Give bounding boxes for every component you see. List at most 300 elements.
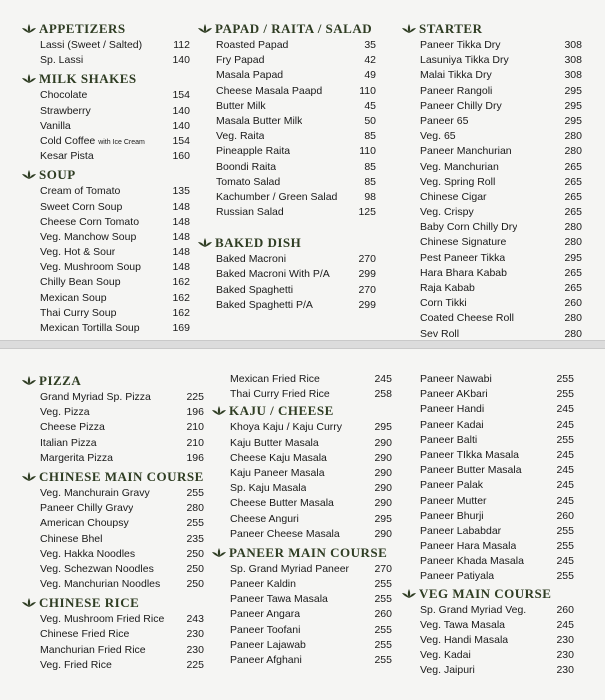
item-name: Paneer Tikka Dry bbox=[420, 39, 501, 51]
menu-item bbox=[22, 405, 204, 420]
menu-item bbox=[212, 562, 392, 577]
menu-item bbox=[212, 512, 392, 527]
item-name-wrap bbox=[212, 653, 302, 668]
item-name-wrap bbox=[22, 547, 135, 562]
item-name: Veg. Jaipuri bbox=[420, 664, 475, 677]
item-price: 280 bbox=[186, 502, 204, 515]
item-name: Fry Papad bbox=[216, 54, 265, 67]
item-name: Mexican Fried Rice bbox=[230, 373, 320, 385]
menu-item bbox=[402, 633, 574, 648]
menu-item bbox=[198, 53, 376, 68]
item-price: 265 bbox=[564, 206, 582, 219]
menu-item bbox=[402, 281, 582, 296]
menu-item bbox=[198, 205, 376, 220]
menu-column-2 bbox=[212, 372, 392, 670]
item-name-wrap bbox=[402, 463, 522, 478]
menu-item bbox=[22, 119, 190, 134]
menu-item bbox=[22, 134, 190, 149]
section-title: CHINESE MAIN COURSE bbox=[39, 468, 204, 484]
item-name: Veg. Pizza bbox=[40, 406, 90, 419]
item-name: Chinese Cigar bbox=[420, 190, 487, 203]
item-price: 140 bbox=[172, 119, 190, 132]
item-name: Cheese Corn Tomato bbox=[40, 215, 140, 228]
item-name-wrap bbox=[402, 175, 495, 190]
menu-item bbox=[198, 175, 376, 190]
item-price: 255 bbox=[374, 623, 392, 636]
item-name-wrap bbox=[212, 512, 299, 527]
item-name-wrap bbox=[402, 554, 524, 569]
item-price: 125 bbox=[358, 206, 376, 219]
menu-section bbox=[198, 234, 376, 313]
item-name: Kaju Paneer Masala bbox=[230, 466, 325, 479]
item-name-wrap bbox=[402, 603, 526, 618]
item-name: Paneer 65 bbox=[420, 114, 469, 127]
menu-item bbox=[402, 539, 574, 554]
menu-section bbox=[22, 372, 204, 466]
section-title: KAJU / CHEESE bbox=[229, 403, 334, 419]
item-name: Manchurian Fried Rice bbox=[40, 643, 146, 656]
item-price: 230 bbox=[186, 628, 204, 641]
item-name: Sp. Kaju Masala bbox=[230, 482, 307, 495]
menu-item bbox=[198, 160, 376, 175]
item-price: 243 bbox=[186, 613, 204, 626]
item-name: Malai Tikka Dry bbox=[420, 69, 492, 82]
menu-item bbox=[402, 53, 582, 68]
item-price: 140 bbox=[172, 104, 190, 117]
item-name-wrap bbox=[212, 372, 320, 387]
menu-item bbox=[22, 420, 204, 435]
item-name-wrap bbox=[198, 283, 293, 298]
item-name: Paneer TIkka Masala bbox=[420, 448, 520, 461]
item-name: Paneer Tawa Masala bbox=[230, 593, 328, 606]
item-name: Paneer Afghani bbox=[230, 654, 302, 666]
item-name: Sp. Lassi bbox=[40, 54, 84, 67]
item-price: 140 bbox=[172, 54, 190, 67]
item-name: Chinese Fried Rice bbox=[40, 628, 130, 641]
item-name-wrap bbox=[402, 84, 492, 99]
item-price: 45 bbox=[364, 99, 376, 112]
item-name-wrap bbox=[212, 466, 325, 481]
menu-item bbox=[212, 466, 392, 481]
item-name: Veg. Manchow Soup bbox=[40, 230, 137, 243]
item-price: 295 bbox=[564, 114, 582, 127]
item-name: Veg. Crispy bbox=[420, 206, 474, 219]
item-name-wrap bbox=[22, 149, 94, 164]
item-note: with Ice Cream bbox=[98, 138, 145, 146]
item-name-wrap bbox=[402, 648, 471, 663]
item-price: 255 bbox=[556, 433, 574, 446]
section-heading bbox=[402, 585, 574, 603]
item-name: Hara Bhara Kabab bbox=[420, 266, 507, 279]
item-price: 265 bbox=[564, 160, 582, 173]
menu-item bbox=[212, 653, 392, 668]
item-name: Lassi (Sweet / Salted) bbox=[40, 39, 143, 51]
item-price: 148 bbox=[172, 246, 190, 259]
menu-item bbox=[22, 627, 204, 642]
item-name: Mexican Soup bbox=[40, 291, 107, 304]
item-price: 148 bbox=[172, 261, 190, 274]
item-name-wrap bbox=[212, 577, 296, 592]
item-name-wrap bbox=[22, 390, 151, 405]
item-name: Russian Salad bbox=[216, 206, 284, 219]
item-price: 230 bbox=[556, 649, 574, 662]
item-name-wrap bbox=[22, 405, 90, 420]
item-price: 230 bbox=[186, 643, 204, 656]
item-name-wrap bbox=[22, 436, 97, 451]
item-price: 35 bbox=[364, 39, 376, 51]
item-name-wrap bbox=[198, 53, 264, 68]
item-price: 255 bbox=[556, 540, 574, 553]
item-name-wrap bbox=[402, 569, 494, 584]
item-name: Coated Cheese Roll bbox=[420, 312, 514, 325]
item-name-wrap bbox=[198, 99, 266, 114]
item-name: Baked Macroni With P/A bbox=[216, 268, 330, 281]
menu-item bbox=[212, 420, 392, 435]
item-name: Mexican Tortilla Soup bbox=[40, 322, 140, 334]
menu-item bbox=[402, 433, 574, 448]
menu-section bbox=[22, 20, 190, 68]
item-name: Cheese Butter Masala bbox=[230, 497, 334, 510]
item-price: 245 bbox=[556, 464, 574, 477]
item-name: Baked Macroni bbox=[216, 253, 287, 266]
item-price: 290 bbox=[374, 451, 392, 464]
item-name-wrap bbox=[22, 88, 87, 103]
menu-item bbox=[402, 554, 574, 569]
menu-item bbox=[22, 149, 190, 164]
item-name: Paneer Balti bbox=[420, 433, 478, 446]
item-name: Paneer Toofani bbox=[230, 623, 301, 636]
item-name-wrap bbox=[402, 387, 488, 402]
item-name: Tomato Salad bbox=[216, 175, 281, 188]
item-price: 265 bbox=[564, 175, 582, 188]
menu-item bbox=[198, 84, 376, 99]
menu-item bbox=[402, 478, 574, 493]
item-name-wrap bbox=[402, 251, 505, 266]
item-price: 42 bbox=[364, 54, 376, 67]
menu-item bbox=[402, 114, 582, 129]
item-price: 225 bbox=[186, 658, 204, 671]
menu-item bbox=[402, 205, 582, 220]
item-name-wrap bbox=[212, 623, 300, 638]
item-price: 245 bbox=[556, 448, 574, 461]
menu-item bbox=[22, 658, 204, 673]
item-name-wrap bbox=[22, 612, 164, 627]
item-name: Veg. Spring Roll bbox=[420, 175, 496, 188]
item-name: Paneer Lababdar bbox=[420, 524, 502, 537]
item-price: 270 bbox=[374, 562, 392, 575]
item-price: 162 bbox=[172, 306, 190, 319]
item-name-wrap bbox=[402, 266, 507, 281]
item-price: 280 bbox=[564, 130, 582, 143]
item-name: Paneer Butter Masala bbox=[420, 464, 522, 477]
item-name-wrap bbox=[22, 321, 140, 336]
item-name: Paneer Khada Masala bbox=[420, 555, 524, 568]
item-name: Veg. Hot & Sour bbox=[40, 246, 116, 259]
item-price: 245 bbox=[374, 373, 392, 385]
item-name-wrap bbox=[212, 436, 319, 451]
menu-item bbox=[402, 494, 574, 509]
item-price: 255 bbox=[374, 578, 392, 591]
item-name-wrap bbox=[22, 532, 102, 547]
item-price: 230 bbox=[556, 664, 574, 677]
item-price: 295 bbox=[374, 512, 392, 525]
item-name-wrap bbox=[198, 144, 290, 159]
item-name: Roasted Papad bbox=[216, 39, 289, 51]
item-price: 169 bbox=[172, 322, 190, 334]
leaf-ornament-icon bbox=[22, 376, 36, 386]
menu-item bbox=[402, 402, 574, 417]
item-name: Sweet Corn Soup bbox=[40, 200, 123, 213]
item-name-wrap bbox=[402, 235, 506, 250]
item-name-wrap bbox=[198, 190, 337, 205]
item-name: Paneer Palak bbox=[420, 479, 484, 492]
item-name-wrap bbox=[402, 311, 514, 326]
item-price: 299 bbox=[358, 298, 376, 311]
leaf-ornament-icon bbox=[22, 598, 36, 608]
item-name: Veg. Manchurain Gravy bbox=[40, 486, 150, 499]
item-name-wrap bbox=[198, 38, 288, 53]
menu-section bbox=[22, 166, 190, 336]
item-price: 255 bbox=[374, 593, 392, 606]
section-title: PAPAD / RAITA / SALAD bbox=[215, 21, 373, 36]
menu-item bbox=[22, 275, 190, 290]
item-name: Veg. Manchurian bbox=[420, 160, 499, 173]
item-price: 295 bbox=[564, 84, 582, 97]
item-name-wrap bbox=[198, 84, 322, 99]
menu-item bbox=[402, 387, 574, 402]
menu-section bbox=[212, 544, 392, 668]
item-price: 230 bbox=[556, 634, 574, 646]
menu-item bbox=[22, 245, 190, 260]
item-name-wrap bbox=[402, 296, 467, 311]
item-name-wrap bbox=[22, 215, 139, 230]
item-name-wrap bbox=[198, 205, 284, 220]
item-price: 245 bbox=[556, 479, 574, 492]
item-name: Paneer Manchurian bbox=[420, 145, 512, 158]
menu-item bbox=[22, 547, 204, 562]
item-price: 225 bbox=[186, 391, 204, 403]
menu-item bbox=[402, 251, 582, 266]
menu-item bbox=[198, 144, 376, 159]
item-price: 280 bbox=[564, 327, 582, 340]
item-name: Margerita Pizza bbox=[40, 451, 113, 464]
item-name: Veg. Tawa Masala bbox=[420, 618, 506, 631]
leaf-ornament-icon bbox=[22, 472, 36, 482]
section-heading bbox=[22, 166, 190, 184]
item-price: 255 bbox=[556, 373, 574, 385]
section-title: BAKED DISH bbox=[215, 235, 302, 251]
menu-item bbox=[22, 230, 190, 245]
menu-item bbox=[402, 84, 582, 99]
item-price: 295 bbox=[564, 251, 582, 264]
menu-item bbox=[212, 577, 392, 592]
menu-item bbox=[402, 418, 574, 433]
item-name-wrap bbox=[402, 418, 484, 433]
leaf-ornament-icon bbox=[212, 548, 226, 558]
item-name: Italian Pizza bbox=[40, 436, 97, 449]
menu-item bbox=[198, 267, 376, 282]
item-name: Paneer Rangoli bbox=[420, 84, 493, 97]
item-name-wrap bbox=[212, 496, 334, 511]
menu-section bbox=[198, 20, 376, 220]
leaf-ornament-icon bbox=[198, 24, 212, 34]
item-name: Veg. Hakka Noodles bbox=[40, 547, 136, 560]
item-name-wrap bbox=[22, 501, 133, 516]
item-name: Paneer Kaldin bbox=[230, 578, 296, 591]
section-heading bbox=[198, 234, 376, 252]
menu-item bbox=[402, 266, 582, 281]
item-name: Chinese Bhel bbox=[40, 532, 103, 545]
menu-item bbox=[402, 175, 582, 190]
item-name: Strawberry bbox=[40, 104, 91, 117]
item-name: Paneer Kadai bbox=[420, 418, 484, 431]
item-name-wrap bbox=[22, 643, 146, 658]
item-price: 255 bbox=[374, 638, 392, 651]
item-name: Paneer Cheese Masala bbox=[230, 527, 340, 540]
section-title: PANEER MAIN COURSE bbox=[229, 544, 388, 560]
item-name: Veg. Manchurian Noodles bbox=[40, 578, 161, 591]
item-name: Veg. Mushroom Soup bbox=[40, 261, 141, 274]
item-name: Sev Roll bbox=[420, 327, 460, 340]
section-title: SOUP bbox=[39, 167, 76, 183]
item-price: 255 bbox=[374, 654, 392, 666]
menu-item bbox=[22, 486, 204, 501]
item-name: Paneer Chilly Gravy bbox=[40, 502, 134, 515]
section-heading bbox=[22, 372, 204, 390]
item-price: 290 bbox=[374, 482, 392, 495]
item-name: American Choupsy bbox=[40, 517, 129, 530]
item-name-wrap bbox=[402, 205, 474, 220]
item-price: 154 bbox=[172, 89, 190, 102]
menu-item bbox=[22, 260, 190, 275]
item-price: 245 bbox=[556, 418, 574, 431]
item-name: Chocolate bbox=[40, 89, 88, 102]
item-name-wrap bbox=[402, 494, 487, 509]
item-price: 50 bbox=[364, 114, 376, 127]
item-price: 85 bbox=[364, 130, 376, 143]
item-price: 258 bbox=[374, 388, 392, 401]
item-price: 255 bbox=[556, 570, 574, 583]
item-name: Paneer Lajawab bbox=[230, 638, 306, 651]
item-name: Chilly Bean Soup bbox=[40, 276, 121, 289]
item-name-wrap bbox=[198, 175, 280, 190]
item-name: Raja Kabab bbox=[420, 282, 475, 294]
item-name: Cheese Masala Paapd bbox=[216, 84, 323, 97]
menu-item bbox=[22, 390, 204, 405]
item-name: Thai Curry Soup bbox=[40, 306, 117, 319]
item-name-wrap bbox=[22, 53, 83, 68]
item-price: 162 bbox=[172, 291, 190, 304]
item-price: 290 bbox=[374, 436, 392, 449]
menu-section bbox=[22, 468, 204, 592]
item-price: 255 bbox=[186, 486, 204, 499]
item-price: 160 bbox=[172, 150, 190, 163]
item-name-wrap bbox=[402, 220, 517, 235]
item-name-wrap bbox=[198, 267, 330, 282]
item-price: 135 bbox=[172, 185, 190, 198]
item-price: 245 bbox=[556, 494, 574, 507]
item-name-wrap bbox=[402, 539, 516, 554]
leaf-ornament-icon bbox=[22, 170, 36, 180]
item-name-wrap bbox=[22, 245, 115, 260]
menu-column-1 bbox=[22, 372, 204, 675]
item-name: Veg. Kadai bbox=[420, 649, 471, 662]
menu-item bbox=[402, 235, 582, 250]
item-name-wrap bbox=[402, 99, 502, 114]
menu-item bbox=[212, 451, 392, 466]
leaf-ornament-icon bbox=[22, 24, 36, 34]
item-name: Corn Tikki bbox=[420, 297, 467, 310]
item-name-wrap bbox=[212, 562, 349, 577]
menu-item bbox=[22, 184, 190, 199]
item-name-wrap bbox=[198, 160, 276, 175]
item-price: 280 bbox=[564, 312, 582, 325]
item-price: 270 bbox=[358, 283, 376, 296]
item-name: Masala Butter Milk bbox=[216, 114, 303, 127]
item-name-wrap bbox=[22, 516, 129, 531]
menu-item bbox=[22, 38, 190, 53]
menu-item bbox=[402, 448, 574, 463]
item-name: Cheese Kaju Masala bbox=[230, 451, 327, 464]
item-name: Paneer Angara bbox=[230, 608, 301, 621]
item-price: 210 bbox=[186, 421, 204, 434]
item-price: 148 bbox=[172, 200, 190, 213]
item-name-wrap bbox=[402, 402, 484, 417]
menu-item bbox=[22, 643, 204, 658]
menu-item bbox=[198, 38, 376, 53]
menu-item bbox=[198, 99, 376, 114]
menu-item bbox=[402, 220, 582, 235]
item-name: Cheese Pizza bbox=[40, 421, 105, 434]
menu-item bbox=[198, 114, 376, 129]
menu-item bbox=[212, 623, 392, 638]
menu-item bbox=[22, 88, 190, 103]
section-gap bbox=[198, 222, 376, 234]
item-price: 245 bbox=[556, 555, 574, 568]
item-price: 265 bbox=[564, 190, 582, 203]
menu-item bbox=[22, 215, 190, 230]
menu-item bbox=[402, 144, 582, 159]
item-price: 260 bbox=[556, 509, 574, 522]
menu-item bbox=[212, 372, 392, 387]
menu-item bbox=[22, 516, 204, 531]
item-price: 245 bbox=[556, 618, 574, 631]
leaf-ornament-icon bbox=[212, 406, 226, 416]
item-name-wrap bbox=[198, 129, 264, 144]
item-name-wrap bbox=[22, 486, 150, 501]
menu-section bbox=[212, 402, 392, 542]
item-name-wrap bbox=[212, 607, 300, 622]
menu-item bbox=[22, 321, 190, 336]
item-name-wrap bbox=[22, 275, 121, 290]
item-price: 250 bbox=[186, 562, 204, 575]
item-name-wrap bbox=[212, 451, 327, 466]
menu-item bbox=[22, 562, 204, 577]
item-name: Thai Curry Fried Rice bbox=[230, 388, 330, 401]
item-price: 235 bbox=[186, 532, 204, 545]
item-price: 290 bbox=[374, 497, 392, 510]
item-price: 110 bbox=[359, 84, 376, 97]
menu-item bbox=[402, 524, 574, 539]
menu-item bbox=[402, 296, 582, 311]
section-heading bbox=[22, 594, 204, 612]
menu-item bbox=[22, 104, 190, 119]
menu-item bbox=[402, 129, 582, 144]
item-name-wrap bbox=[402, 618, 505, 633]
item-name: Sp. Grand Myriad Veg. bbox=[420, 603, 527, 616]
item-price: 110 bbox=[359, 145, 376, 158]
item-name-wrap bbox=[212, 481, 306, 496]
